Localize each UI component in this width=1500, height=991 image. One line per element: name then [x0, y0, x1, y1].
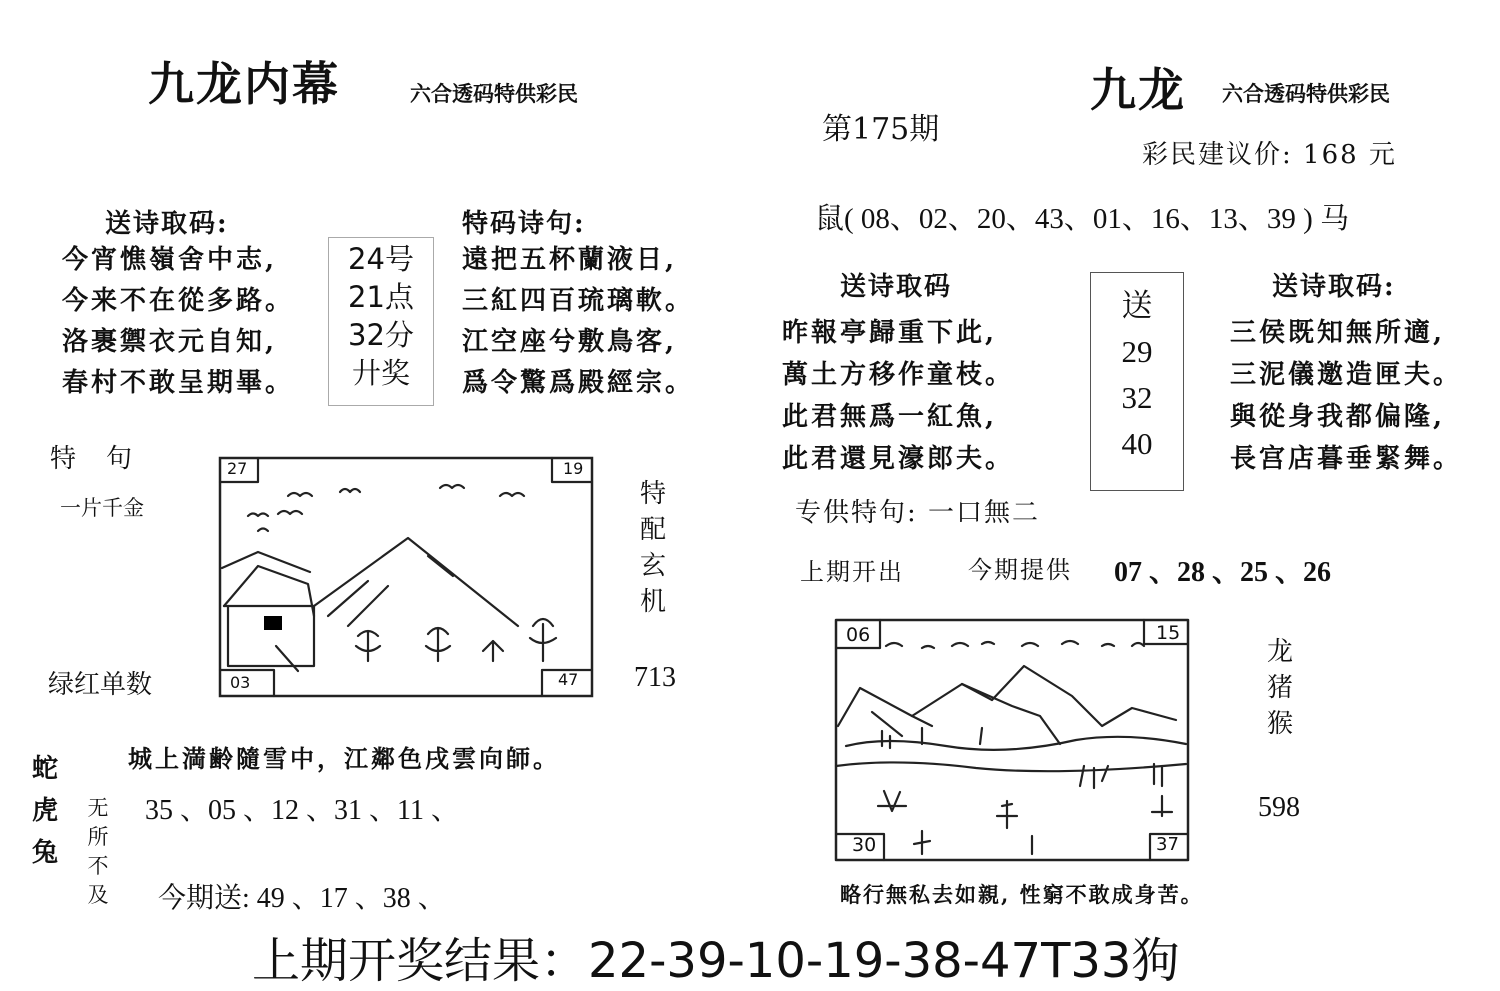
number-713: 713: [634, 662, 676, 693]
left-subtitle: 六合透码特供彩民: [410, 81, 578, 106]
poem-line: 今来不在從多路。: [62, 286, 295, 316]
wusuobuji: [83, 794, 113, 910]
pic-corner-tr: 19: [563, 459, 584, 478]
right-poem-b: [1230, 312, 1462, 480]
poem-line: 與從身我都偏隆,: [1230, 402, 1446, 432]
hint-line: 21点: [348, 280, 414, 314]
char: 无: [87, 796, 109, 820]
special-sentence: 专供特句: 一口無二: [795, 498, 1041, 528]
zodiac-char: 蛇: [31, 754, 58, 784]
pic-corner-br: 47: [558, 670, 579, 689]
provided-numbers: 07 、28 、25 、26: [1114, 557, 1332, 588]
pic-corner-tl: 27: [227, 459, 248, 478]
hint-line: 廾奖: [351, 356, 410, 390]
left-special-header: 特码诗句:: [462, 209, 586, 239]
poem-line: 萬土方移作童枝。: [782, 360, 1015, 390]
char: 及: [87, 883, 109, 907]
price: 彩民建议价: 168 元: [1142, 140, 1397, 170]
right-poem-header-a: 送诗取码: [840, 272, 953, 302]
left-vertical-note: [638, 476, 668, 620]
right-title: 九龙: [1090, 63, 1186, 117]
right-bottom-poem: 略行無私去如親, 性窮不敢成身苦。: [840, 882, 1204, 907]
left-zodiac: [30, 748, 60, 874]
poem-line: 昨報亭歸重下此,: [782, 318, 998, 348]
char: 配: [639, 515, 666, 545]
pic-corner-bl: 30: [852, 834, 877, 856]
send-line: 送: [1121, 288, 1153, 323]
zodiac-char: 龙: [1266, 637, 1293, 667]
left-special-poem: [462, 240, 694, 404]
zodiac-char: 猪: [1266, 673, 1293, 703]
pic-corner-tr: 15: [1156, 622, 1181, 644]
char: 不: [87, 854, 109, 878]
left-bottom-poem: 城上満齢隨雪中，江鄰色戌雲向師。: [128, 744, 560, 773]
this-issue-label: 今期提供: [968, 556, 1072, 584]
right-poem-header-b: 送诗取码:: [1272, 272, 1396, 302]
te-ju-value: 一片千金: [60, 496, 144, 520]
left-poem-header: 送诗取码:: [105, 209, 229, 239]
poem-line: 長宫店暮垂緊舞。: [1230, 444, 1463, 474]
poem-line: 三泥儀邀造匣夫。: [1230, 360, 1463, 390]
poem-line: 今宵憔嶺舍中志,: [62, 245, 278, 275]
hint-line: 32分: [348, 318, 414, 352]
poem-line: 春村不敢呈期畢。: [62, 368, 295, 398]
right-zodiac: [1265, 634, 1295, 742]
left-landscape-sketch: [218, 456, 594, 698]
zodiac-char: 猴: [1266, 709, 1293, 739]
zodiac-char: 虎: [31, 796, 58, 826]
last-result: 上期开奖结果：22-39-10-19-38-47T33狗: [252, 933, 1180, 989]
left-title: 九龙内幕: [148, 57, 340, 111]
poem-line: 此君還見濠郎夫。: [782, 444, 1015, 474]
right-poem-a: [782, 312, 1014, 480]
pic-corner-bl: 03: [230, 673, 251, 692]
number-598: 598: [1258, 792, 1300, 823]
last-issue-label: 上期开出: [800, 558, 904, 586]
pic-corner-tl: 06: [846, 624, 871, 646]
poem-line: 江空座兮敷鳥客,: [462, 327, 678, 357]
left-numbers: 35 、05 、12 、31 、11 、: [145, 795, 459, 826]
zodiac-char: 兔: [31, 838, 58, 868]
poem-line: 三紅四百琉璃軟。: [462, 286, 695, 316]
left-poem: [62, 240, 294, 404]
poem-line: 此君無爲一紅魚,: [782, 402, 998, 432]
rat-horse-line: 鼠( 08、02、20、43、01、16、13、39 ) 马: [815, 203, 1350, 235]
left-hint-box: [328, 237, 434, 406]
char: 玄: [639, 551, 666, 581]
char: 特: [639, 479, 666, 509]
send-box: [1090, 272, 1184, 491]
green-red-label: 绿红单数: [48, 670, 153, 700]
send-line: 29: [1121, 334, 1153, 369]
char: 机: [639, 587, 666, 617]
send-line: 40: [1121, 426, 1153, 461]
right-landscape-sketch: [832, 616, 1192, 864]
right-subtitle: 六合透码特供彩民: [1222, 81, 1390, 106]
poem-line: 三侯既知無所適,: [1230, 318, 1446, 348]
send-line: 32: [1121, 380, 1153, 415]
te-ju-label: 特 句: [50, 444, 135, 474]
char: 所: [87, 825, 109, 849]
poem-line: 爲令驚爲殿經宗。: [462, 368, 695, 398]
pic-corner-br: 37: [1156, 834, 1179, 855]
issue-number: 第175期: [822, 112, 940, 147]
poem-line: 洛裹禦衣元自知,: [62, 327, 278, 357]
poem-line: 遠把五杯蘭液日,: [462, 245, 678, 275]
left-today-send: 今期送: 49 、17 、38 、: [158, 883, 446, 914]
hint-line: 24号: [348, 242, 414, 276]
